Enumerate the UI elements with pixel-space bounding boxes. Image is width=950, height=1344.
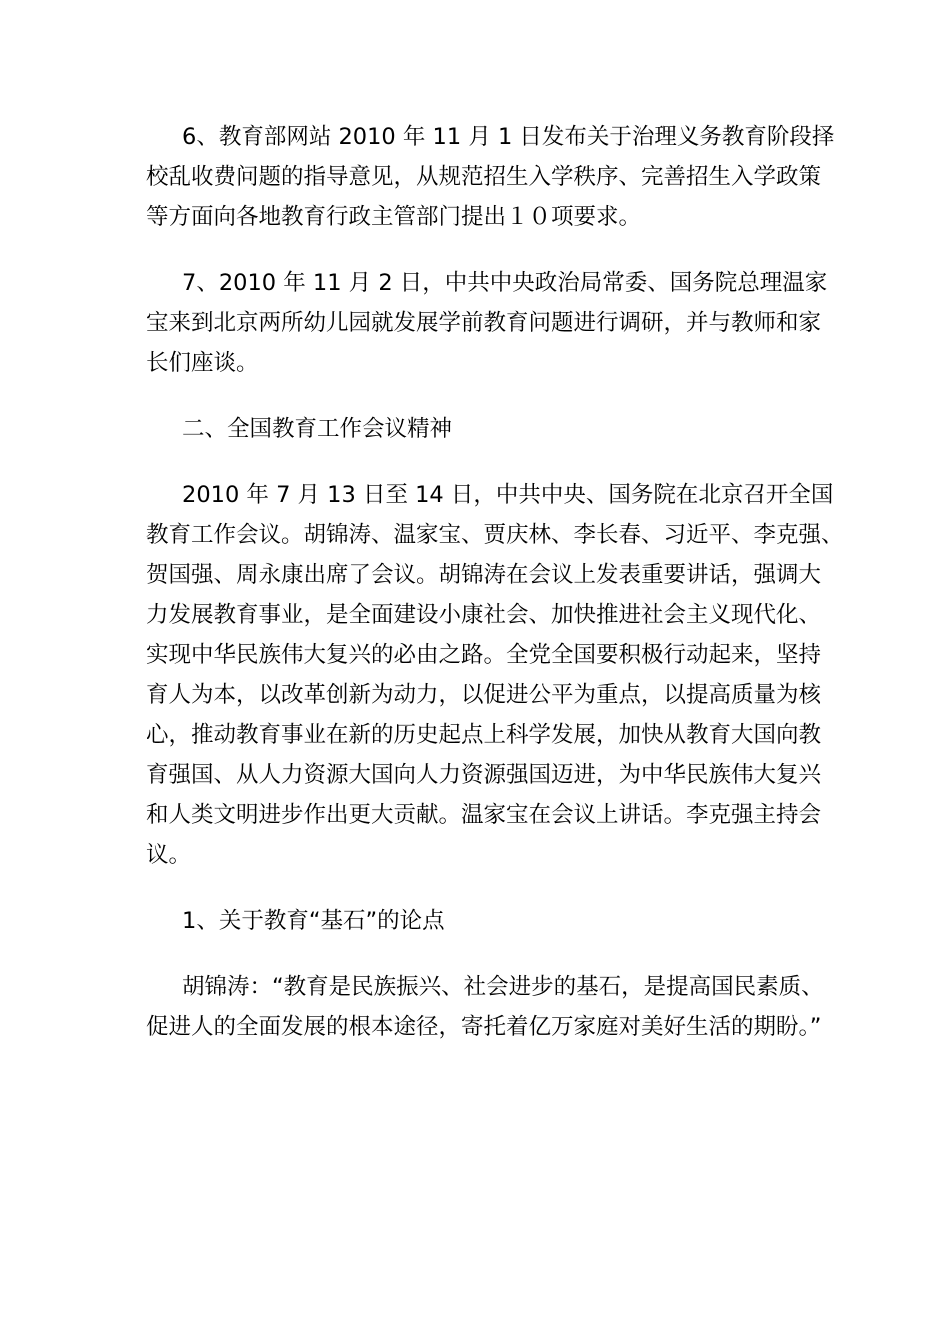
- paragraph-line: 育强国、从人力资源大国向人力资源强国迈进，为中华民族伟大复兴: [146, 762, 822, 788]
- paragraph-line: 贺国强、周永康出席了会议。胡锦涛在会议上发表重要讲话，强调大: [146, 562, 822, 588]
- paragraph-line: 7、2010 年 11 月 2 日，中共中央政治局常委、国务院总理温家: [182, 270, 828, 296]
- paragraph-line: 心，推动教育事业在新的历史起点上科学发展，加快从教育大国向教: [146, 722, 822, 748]
- paragraph-line: 和人类文明进步作出更大贡献。温家宝在会议上讲话。李克强主持会: [146, 802, 822, 828]
- paragraph-line: 育人为本，以改革创新为动力，以促进公平为重点，以提高质量为核: [146, 682, 822, 708]
- paragraph-line: 胡锦涛：“教育是民族振兴、社会进步的基石，是提高国民素质、: [182, 974, 824, 1000]
- paragraph-line: 议。: [146, 842, 192, 868]
- paragraph-line: 宝来到北京两所幼儿园就发展学前教育问题进行调研，并与教师和家: [146, 310, 822, 336]
- paragraph-item-6: [146, 117, 835, 237]
- paragraph-line: 教育工作会议。胡锦涛、温家宝、贾庆林、李长春、习近平、李克强、: [146, 522, 844, 548]
- paragraph-meeting: [146, 475, 844, 875]
- paragraph-item-7: [146, 263, 828, 383]
- paragraph-line: 校乱收费问题的指导意见，从规范招生入学秩序、完善招生入学政策: [146, 164, 822, 190]
- paragraph-line: 促进人的全面发展的根本途径，寄托着亿万家庭对美好生活的期盼。”: [146, 1014, 822, 1040]
- paragraph-line: 2010 年 7 月 13 日至 14 日，中共中央、国务院在北京召开全国: [182, 482, 834, 508]
- section-heading: 二、全国教育工作会议精神: [182, 416, 453, 442]
- paragraph-line: 6、教育部网站 2010 年 11 月 1 日发布关于治理义务教育阶段择: [182, 124, 835, 150]
- paragraph-line: 等方面向各地教育行政主管部门提出１０项要求。: [146, 204, 642, 230]
- paragraph-line: 长们座谈。: [146, 350, 259, 376]
- paragraph-line: 力发展教育事业，是全面建设小康社会、加快推进社会主义现代化、: [146, 602, 822, 628]
- paragraph-quote: [146, 967, 824, 1047]
- paragraph-line: 实现中华民族伟大复兴的必由之路。全党全国要积极行动起来，坚持: [146, 642, 822, 668]
- document-body: [146, 117, 844, 1073]
- subsection-heading: 1、关于教育“基石”的论点: [182, 908, 445, 934]
